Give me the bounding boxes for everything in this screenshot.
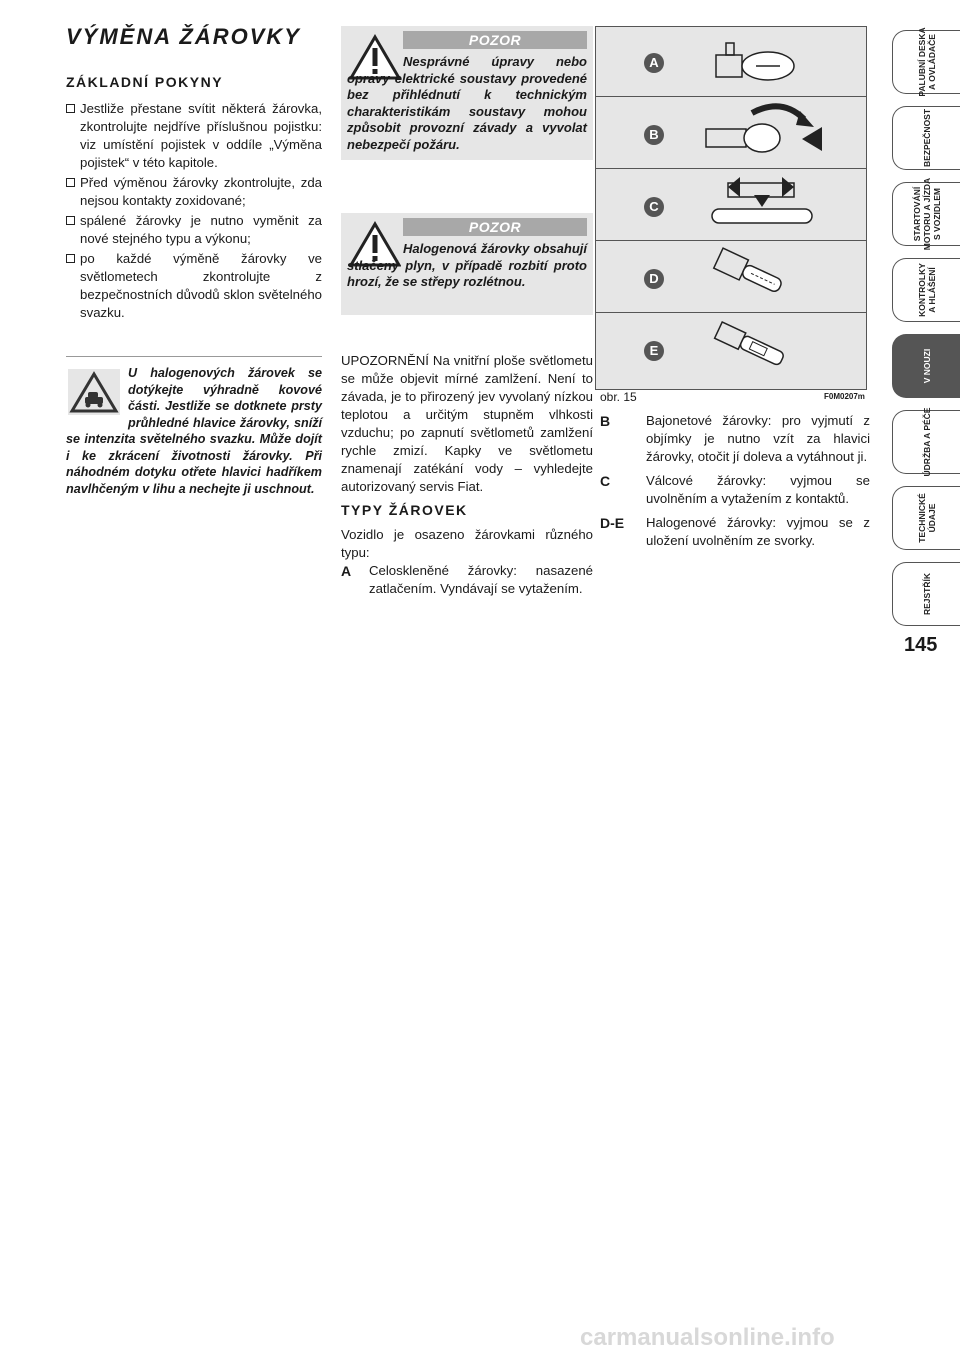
figure-label: A <box>644 53 664 73</box>
halogen-bulb-e-icon <box>706 319 816 381</box>
warning-text: Nesprávné úpravy nebo opravy elektrické soustavy provedené bez přihlédnutí k technickým charakteristikám soustavy mohou způsobit provozní závady a vyvolat nebezpečí požáru. <box>347 54 587 152</box>
checkbox-bullet-icon <box>66 216 75 225</box>
fogging-notice: UPOZORNĚNÍ Na vnitřní ploše světlometu se může objevit mírné zamlžení. Není to závada, je to přirozený jev vyvolaný nízkou teplotou a určitým stupněm vlhkosti vzduchu; po zapnutí světlometů zamlžení rychle zmizí. Kapky ve světlometu znamenají zatékání vody – vyhledejte autorizovaný servis Fiat. <box>341 353 593 494</box>
checkbox-bullet-icon <box>66 178 75 187</box>
tab-v-nouzi[interactable]: V NOUZI <box>892 334 960 398</box>
tab-bezpecnost[interactable]: BEZPEČNOST <box>892 106 960 170</box>
list-item: Před výměnou žárovky zkontrolujte, zda nejsou kontakty zoxidované; <box>66 174 322 210</box>
glass-bulb-icon <box>696 33 816 91</box>
figure-caption: obr. 15 <box>600 390 637 404</box>
bulb-types-figure <box>595 26 867 390</box>
list-item: po každé výměně žárovky ve světlometech zkontrolujte z bezpečnostních důvodů sklon světelného svazku. <box>66 250 322 322</box>
figure-panel-b <box>596 99 866 169</box>
warning-box-electrical <box>341 26 593 160</box>
bullet-list <box>66 100 322 324</box>
figure-panel-e <box>596 315 866 385</box>
list-item: D-E Halogenové žárovky: vyjmou se z uložení uvolněním ze svorky. <box>600 515 870 548</box>
tab-udrzba[interactable]: ÚDRŽBA A PÉČE <box>892 410 960 474</box>
tab-technicke-udaje[interactable]: TECHNICKÉ ÚDAJE <box>892 486 960 550</box>
bulb-type-a: A Celoskleněné žárovky: nasazené zatlačením. Vyndávají se vytažením. <box>341 563 593 596</box>
list-item: C Válcové žárovky: vyjmou se uvolněním a vytažením z kontaktů. <box>600 473 870 506</box>
figure-label: B <box>644 125 664 145</box>
bulb-type-list <box>600 412 870 556</box>
figure-code: F0M0207m <box>824 392 865 401</box>
warning-text: Halogenová žárovky obsahují stlačený plyn, v případě rozbití proto hrozí, že se střepy rozlétnou. <box>347 241 587 289</box>
list-item: Jestliže přestane svítit některá žárovka, zkontrolujte nejdříve příslušnou pojistku: viz umístění pojistek v oddíle „Výměna pojistek“ v této kapitole. <box>66 100 322 172</box>
figure-label: C <box>644 197 664 217</box>
bayonet-bulb-icon <box>692 103 842 165</box>
halogen-bulb-d-icon <box>706 247 816 309</box>
page-number: 145 <box>904 634 938 656</box>
cylindrical-bulb-icon <box>706 173 826 239</box>
section-heading-types: TYPY ŽÁROVEK <box>341 502 468 518</box>
page-title: VÝMĚNA ŽÁROVKY <box>66 24 301 49</box>
figure-label: E <box>644 341 664 361</box>
checkbox-bullet-icon <box>66 254 75 263</box>
tab-palubni-deska[interactable]: PALUBNÍ DESKA A OVLÁDAČE <box>892 30 960 94</box>
section-heading-basic: ZÁKLADNÍ POKYNY <box>66 74 224 90</box>
tab-startovani[interactable]: STARTOVÁNÍ MOTORU A JÍZDA S VOZIDLEM <box>892 182 960 246</box>
warning-label: POZOR <box>403 31 587 49</box>
figure-panel-d <box>596 243 866 313</box>
figure-panel-a <box>596 27 866 97</box>
tab-kontrolky[interactable]: KONTROLKY A HLÁŠENÍ <box>892 258 960 322</box>
environment-note: U halogenových žárovek se dotýkejte výhradně kovové části. Jestliže se dotknete prsty průhledné hlavice žárovky, sníží se intenzita světelného svazku. Může dojít i ke zkrácení životnosti žárovky. Při náhodném dotyku otřete hlavici hadříkem navlhčeným v lihu a nechejte ji uschnout. <box>66 356 322 497</box>
tab-rejstrik[interactable]: REJSTŘÍK <box>892 562 960 626</box>
list-item: B Bajonetové žárovky: pro vyjmutí z objímky je nutno vzít za hlavici žárovky, otočit jí doleva a vytáhnout ji. <box>600 413 870 464</box>
figure-label: D <box>644 269 664 289</box>
types-intro: Vozidlo je osazeno žárovkami různého typu: <box>341 527 593 560</box>
warning-label: POZOR <box>403 218 587 236</box>
checkbox-bullet-icon <box>66 104 75 113</box>
figure-panel-c <box>596 171 866 241</box>
environment-warning-icon <box>68 369 120 415</box>
list-item: spálené žárovky je nutno vyměnit za nové stejného typu a výkonu; <box>66 212 322 248</box>
warning-box-halogen <box>341 213 593 315</box>
watermark: carmanualsonline.info <box>580 1324 835 1351</box>
